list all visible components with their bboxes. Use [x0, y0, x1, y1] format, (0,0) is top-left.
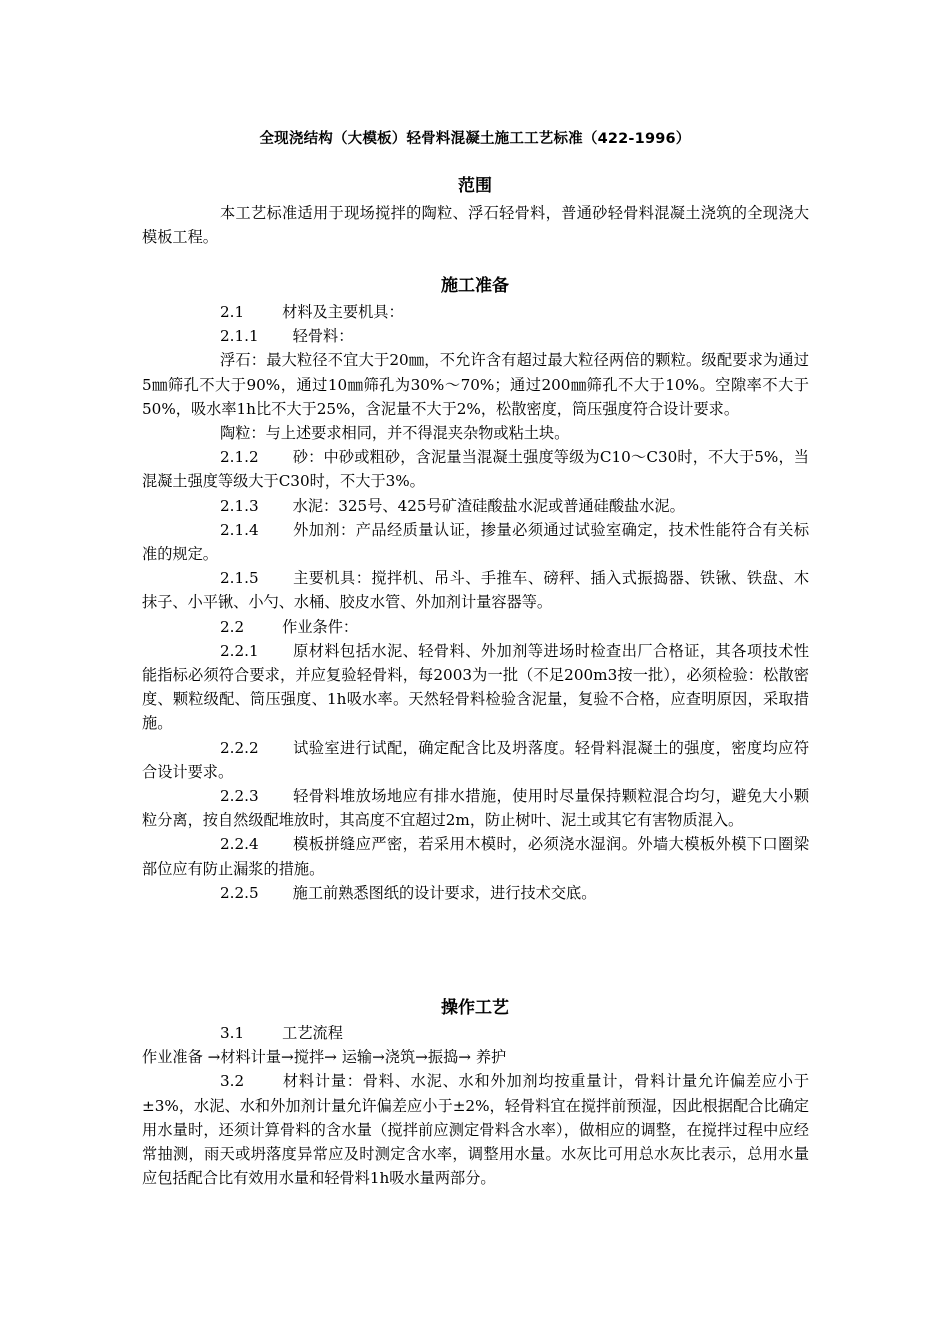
clause-number: 3.2 [220, 1072, 245, 1091]
clause-text: 主要机具：搅拌机、吊斗、手推车、磅秤、插入式振捣器、铁锹、铁盘、木抹子、小平锹、小勺、水桶、胶皮水管、外加剂计量容器等。 [142, 569, 809, 612]
preparation-body [142, 300, 809, 905]
clause-2-2-5 [142, 881, 809, 905]
clause-3-2 [142, 1069, 809, 1190]
clause-text: 工艺流程 [282, 1024, 343, 1042]
clause-2-1 [142, 300, 809, 324]
clause-2-2-1 [142, 639, 809, 736]
clause-text: 轻骨料： [292, 327, 354, 346]
clause-number: 2.1.1 [220, 327, 259, 346]
process-body [142, 1021, 809, 1190]
clause-2-1-3 [142, 494, 809, 518]
clause-text: 材料及主要机具： [282, 303, 404, 321]
clause-text: 砂：中砂或粗砂，含泥量当混凝土强度等级为C10～C30时，不大于5%，当混凝土强度等级大于C30时，不大于3%。 [142, 448, 809, 491]
clause-2-1-2 [142, 445, 809, 493]
pumice-paragraph: 浮石：最大粒径不宜大于20㎜，不允许含有超过最大粒径两倍的颗粒。级配要求为通过5㎜筛孔不大于90%，通过10㎜筛孔为30%～70%；通过200㎜筛孔不大于10%。空隙率不大于50%，吸水率1h比不大于25%，含泥量不大于2%，松散密度，筒压强度符合设计要求。 [142, 351, 809, 418]
clause-2-2-3 [142, 784, 809, 832]
clause-number: 2.2.4 [220, 835, 259, 854]
clause-text: 模板拼缝应严密，若采用木模时，必须浇水湿润。外墙大模板外模下口圈梁部位应有防止漏浆的措施。 [142, 835, 809, 878]
clause-text: 外加剂：产品经质量认证，掺量必须通过试验室确定，技术性能符合有关标准的规定。 [142, 520, 809, 564]
process-flow: 作业准备 →材料计量→搅拌→ 运输→浇筑→振捣→ 养护 [142, 1048, 507, 1067]
heading-preparation: 施工准备 [441, 276, 509, 296]
clause-number: 2.2.5 [220, 883, 259, 902]
clause-number: 2.1.5 [220, 569, 259, 588]
clause-number: 2.2.3 [220, 787, 259, 806]
clause-number: 2.1.2 [220, 448, 259, 467]
clause-number: 3.1 [220, 1024, 245, 1042]
clause-number: 2.2.2 [220, 738, 259, 757]
heading-scope: 范围 [458, 176, 492, 196]
heading-process: 操作工艺 [441, 998, 509, 1018]
clause-text: 作业条件： [282, 617, 359, 636]
clause-2-1-5 [142, 566, 809, 614]
clause-2-2-4 [142, 832, 809, 880]
clause-3-1 [142, 1021, 809, 1045]
clause-number: 2.1.3 [220, 496, 259, 515]
clause-text: 施工前熟悉图纸的设计要求，进行技术交底。 [292, 883, 597, 902]
clause-2-2 [142, 615, 809, 639]
clause-number: 2.2 [220, 617, 245, 636]
ceramsite-paragraph: 陶粒：与上述要求相同，并不得混夹杂物或粘土块。 [220, 424, 570, 443]
clause-2-2-2 [142, 736, 809, 784]
document-title: 全现浇结构（大模板）轻骨料混凝土施工工艺标准（422-1996） [259, 131, 691, 147]
scope-body [142, 201, 809, 249]
clause-2-1-4 [142, 518, 809, 566]
clause-text: 原材料包括水泥、轻骨料、外加剂等进场时检查出厂合格证，其各项技术性能指标必须符合要求，并应复验轻骨料，每2003为一批（不足200m3按一批），必须检验：松散密度、颗粒级配、筒压强度、1h吸水率。天然轻骨料检验含泥量，复验不合格，应查明原因，采取措施。 [142, 641, 809, 733]
clause-text: 材料计量：骨料、水泥、水和外加剂均按重量计，骨料计量允许偏差应小于±3%，水泥、水和外加剂计量允许偏差应小于±2%，轻骨料宜在搅拌前预湿，因此根据配合比确定用水量时，还须计算骨料的含水量（搅拌前应测定骨料含水率），做相应的调整，在搅拌过程中应经常抽测，雨天或坍落度异常应及时测定含水率，调整用水量。水灰比可用总水灰比表示，总用水量应包括配合比有效用水量和轻骨料1h吸水量两部分。 [142, 1072, 809, 1188]
clause-number: 2.2.1 [220, 641, 259, 660]
clause-text: 试验室进行试配，确定配含比及坍落度。轻骨料混凝土的强度，密度均应符合设计要求。 [142, 738, 809, 781]
clause-number: 2.1 [220, 303, 245, 321]
scope-paragraph: 本工艺标准适用于现场搅拌的陶粒、浮石轻骨料，普通砂轻骨料混凝土浇筑的全现浇大模板工程。 [142, 204, 809, 247]
clause-text: 轻骨料堆放场地应有排水措施，使用时尽量保持颗粒混合均匀，避免大小颗粒分离，按自然级配堆放时，其高度不宜超过2m，防止树叶、泥土或其它有害物质混入。 [142, 787, 809, 830]
clause-2-1-1 [142, 324, 809, 348]
clause-number: 2.1.4 [220, 520, 259, 539]
clause-text: 水泥：325号、425号矿渣硅酸盐水泥或普通硅酸盐水泥。 [292, 496, 685, 515]
